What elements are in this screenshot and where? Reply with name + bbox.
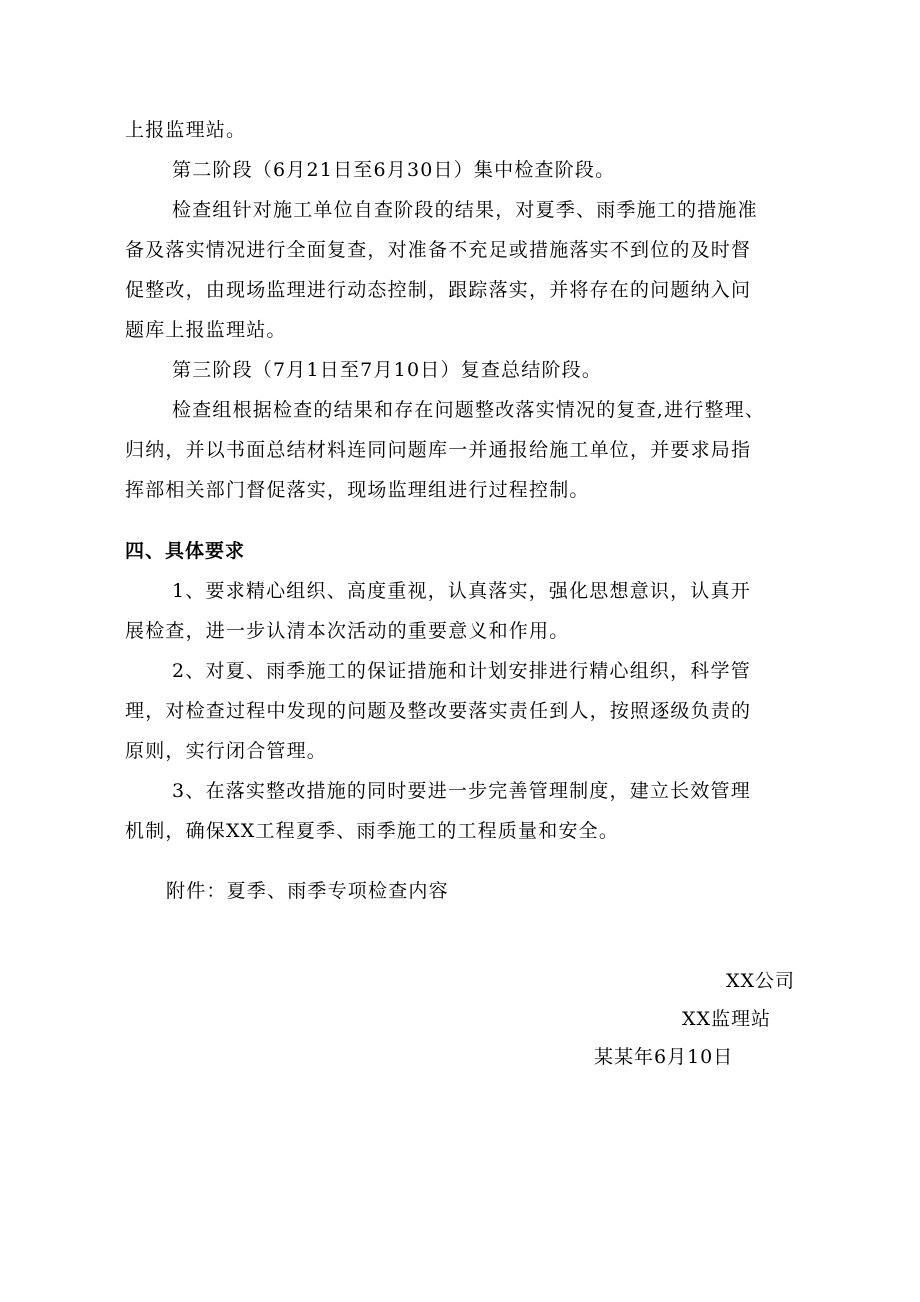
phase-three-title: 第三阶段（7月1日至7月10日）复查总结阶段。 xyxy=(172,359,603,381)
signature-station: XX监理站 xyxy=(682,1008,772,1030)
paragraph-line: 检查组针对施工单位自查阶段的结果，对夏季、雨季施工的措施准 xyxy=(172,199,758,221)
requirement-line: 展检查，进一步认清本次活动的重要意义和作用。 xyxy=(125,620,570,642)
paragraph-line: 归纳，并以书面总结材料连同问题库一并通报给施工单位，并要求局指 xyxy=(125,439,752,461)
requirement-line: 理，对检查过程中发现的问题及整改要落实责任到人，按照逐级负责的 xyxy=(125,700,752,722)
paragraph-line: 备及落实情况进行全面复查，对准备不充足或措施落实不到位的及时督 xyxy=(125,239,752,261)
attachment-note: 附件：夏季、雨季专项检查内容 xyxy=(166,880,449,902)
signature-company: XX公司 xyxy=(726,970,796,992)
paragraph-line: 题库上报监理站。 xyxy=(125,319,287,341)
requirement-line: 3、在落实整改措施的同时要进一步完善管理制度，建立长效管理 xyxy=(172,780,751,802)
paragraph-line: 挥部相关部门督促落实，现场监理组进行过程控制。 xyxy=(125,479,590,501)
paragraph-line: 促整改，由现场监理进行动态控制，跟踪落实，并将存在的问题纳入问 xyxy=(125,279,752,301)
paragraph-line: 检查组根据检查的结果和存在问题整改落实情况的复查,进行整理、 xyxy=(172,399,766,421)
requirement-line: 2、对夏、雨季施工的保证措施和计划安排进行精心组织，科学管 xyxy=(172,660,751,682)
requirement-line: 原则，实行闭合管理。 xyxy=(125,740,328,762)
section-heading: 四、具体要求 xyxy=(125,540,246,562)
requirement-line: 机制，确保XX工程夏季、雨季施工的工程质量和安全。 xyxy=(125,820,620,842)
signature-date: 某某年6月10日 xyxy=(594,1046,734,1068)
requirement-line: 1、要求精心组织、高度重视，认真落实，强化思想意识，认真开 xyxy=(172,580,751,602)
paragraph-line: 上报监理站。 xyxy=(125,119,247,141)
phase-two-title: 第二阶段（6月21日至6月30日）集中检查阶段。 xyxy=(172,159,616,181)
